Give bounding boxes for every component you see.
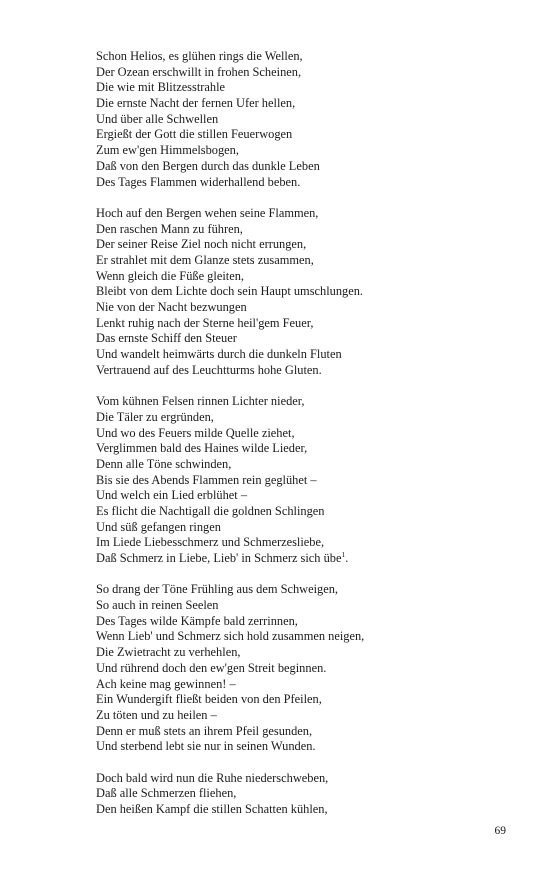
poem-line-text: Den raschen Mann zu führen, <box>96 221 243 236</box>
poem-line-text: Und wo des Feuers milde Quelle ziehet, <box>96 425 295 440</box>
stanza <box>96 771 526 818</box>
poem-line-text: Bleibt von dem Lichte doch sein Haupt umschlungen. <box>96 284 364 299</box>
poem-line-text: Im Liede Liebesschmerz und Schmerzesliebe, <box>96 535 325 550</box>
poem-line-text: Und welch ein Lied erblühet – <box>96 488 248 503</box>
poem-line <box>96 269 526 285</box>
stanza <box>96 206 526 379</box>
poem-line-text: Der Ozean erschwillt in frohen Scheinen, <box>96 64 302 79</box>
poem-line-text: So auch in reinen Seelen <box>96 598 219 613</box>
poem-line <box>96 127 526 143</box>
poem-line-text: Der seiner Reise Ziel noch nicht errungen, <box>96 237 307 252</box>
poem-line-text: Er strahlet mit dem Glanze stets zusammen, <box>96 252 314 267</box>
poem-line-text: Lenkt ruhig nach der Sterne heil'gem Feuer, <box>96 315 314 330</box>
poem-line-text: Ein Wundergift fließt beiden von den Pfeilen, <box>96 692 322 707</box>
poem-line <box>96 802 526 818</box>
poem-line-text: Die Zwietracht zu verhehlen, <box>96 645 241 660</box>
poem-line <box>96 520 526 536</box>
poem-line <box>96 347 526 363</box>
poem-line <box>96 300 526 316</box>
poem-line-text: Und über alle Schwellen <box>96 111 219 126</box>
poem-line <box>96 65 526 81</box>
poem-line-text: Zu töten und zu heilen – <box>96 707 217 722</box>
poem-text <box>96 49 526 833</box>
poem-line-text: Und rührend doch den ew'gen Streit beginnen. <box>96 660 327 675</box>
poem-line-text: Des Tages Flammen widerhallend beben. <box>96 174 301 189</box>
poem-line-text: Doch bald wird nun die Ruhe niederschweben, <box>96 770 329 785</box>
poem-line-text: Ergießt der Gott die stillen Feuerwogen <box>96 127 293 142</box>
poem-line <box>96 237 526 253</box>
poem-line <box>96 692 526 708</box>
poem-line <box>96 598 526 614</box>
poem-line <box>96 771 526 787</box>
poem-line <box>96 331 526 347</box>
poem-line-text: Und sterbend lebt sie nur in seinen Wunden. <box>96 739 316 754</box>
poem-line <box>96 80 526 96</box>
poem-line-text: Die ernste Nacht der fernen Ufer hellen, <box>96 96 296 111</box>
poem-line <box>96 222 526 238</box>
poem-line <box>96 112 526 128</box>
poem-line-text: Das ernste Schiff den Steuer <box>96 331 237 346</box>
poem-line <box>96 394 526 410</box>
poem-line-text: So drang der Töne Frühling aus dem Schweigen, <box>96 582 339 597</box>
poem-line-text: Vertrauend auf des Leuchtturms hohe Gluten. <box>96 362 322 377</box>
poem-line-text: Vom kühnen Felsen rinnen Lichter nieder, <box>96 394 305 409</box>
poem-line-text: Ach keine mag gewinnen! – <box>96 676 236 691</box>
poem-line <box>96 410 526 426</box>
poem-line <box>96 175 526 191</box>
poem-line <box>96 316 526 332</box>
poem-line <box>96 786 526 802</box>
poem-line <box>96 582 526 598</box>
poem-line-text: Zum ew'gen Himmelsbogen, <box>96 143 239 158</box>
poem-line-text: Es flicht die Nachtigall die goldnen Schlingen <box>96 503 325 518</box>
poem-line <box>96 473 526 489</box>
poem-line <box>96 457 526 473</box>
poem-line-text: Wenn gleich die Füße gleiten, <box>96 268 244 283</box>
poem-line <box>96 426 526 442</box>
poem-line <box>96 363 526 379</box>
poem-line <box>96 143 526 159</box>
poem-line-text: Verglimmen bald des Haines wilde Lieder, <box>96 441 308 456</box>
poem-line-text: Daß von den Bergen durch das dunkle Leben <box>96 158 320 173</box>
poem-line-text: Nie von der Nacht bezwungen <box>96 300 247 314</box>
poem-line-text: Daß alle Schmerzen fliehen, <box>96 786 237 801</box>
poem-line-text: Daß Schmerz in Liebe, Lieb' in Schmerz sich übe <box>96 551 342 565</box>
poem-line-text: Denn alle Töne schwinden, <box>96 456 232 471</box>
poem-line <box>96 441 526 457</box>
poem-line <box>96 49 526 65</box>
poem-line-text: Und wandelt heimwärts durch die dunkeln Fluten <box>96 347 342 362</box>
poem-line <box>96 159 526 175</box>
footnote-marker[interactable]: 1 <box>341 550 346 559</box>
poem-line-text: Denn er muß stets an ihrem Pfeil gesunden, <box>96 723 313 738</box>
line-end-period: . <box>345 551 349 565</box>
stanza <box>96 49 526 190</box>
poem-line-text: Die wie mit Blitzesstrahle <box>96 80 226 95</box>
poem-line-text: Wenn Lieb' und Schmerz sich hold zusammen neigen, <box>96 629 365 644</box>
poem-line <box>96 614 526 630</box>
stanza <box>96 582 526 755</box>
poem-line <box>96 488 526 504</box>
poem-line <box>96 661 526 677</box>
poem-line <box>96 739 526 755</box>
poem-line <box>96 284 526 300</box>
poem-line <box>96 551 526 567</box>
poem-line <box>96 96 526 112</box>
poem-line <box>96 708 526 724</box>
poem-line <box>96 677 526 693</box>
poem-line <box>96 535 526 551</box>
poem-line-text: Den heißen Kampf die stillen Schatten kühlen, <box>96 802 328 816</box>
poem-line-text: Die Täler zu ergründen, <box>96 409 214 424</box>
page-number: 69 <box>494 825 506 837</box>
poem-line <box>96 629 526 645</box>
poem-line <box>96 645 526 661</box>
poem-line <box>96 206 526 222</box>
poem-line <box>96 504 526 520</box>
poem-line-text: Bis sie des Abends Flammen rein geglühet – <box>96 472 317 487</box>
poem-line-text: Hoch auf den Bergen wehen seine Flammen, <box>96 205 319 220</box>
poem-line-text: Schon Helios, es glühen rings die Wellen, <box>96 49 303 63</box>
poem-line <box>96 253 526 269</box>
poem-line <box>96 724 526 740</box>
poem-line-text: Und süß gefangen ringen <box>96 519 221 534</box>
poem-line-text: Des Tages wilde Kämpfe bald zerrinnen, <box>96 613 298 628</box>
stanza <box>96 394 526 567</box>
